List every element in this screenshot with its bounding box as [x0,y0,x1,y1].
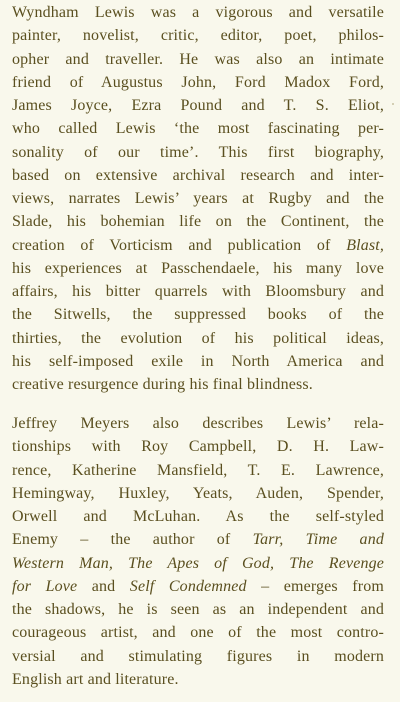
text-line [12,234,384,257]
text-segment: the shadows, he is seen as an independent and [12,601,384,618]
text-line [12,505,384,528]
text-segment: versial and stimulating figures in modern [12,647,384,665]
text-line [12,350,384,373]
text-line [12,210,384,233]
text-line [12,257,384,280]
text-segment: Jeffrey Meyers also describes Lewis’ rela- [12,415,384,432]
text-line [12,164,384,187]
text-segment: Enemy – the author of [12,531,253,549]
text-line [12,187,384,210]
text-line [12,24,384,47]
text-segment: creation of Vorticism and publication of [12,236,347,254]
text-line [12,1,384,24]
text-segment: tionships with Roy Campbell, D. H. Law- [12,438,384,456]
text-segment: affairs, his bitter quarrels with Bloomsbury and [12,283,384,300]
text-line [12,668,384,691]
paper-speck [392,103,394,105]
text-segment: views, narrates Lewis’ years at Rugby and the [12,190,384,207]
text-line [12,575,384,598]
text-segment: – emerges from [246,577,384,595]
text-line [12,435,384,458]
work-title: Time and [305,531,384,549]
text-segment: and [77,577,130,595]
text-segment: English art and literature. [12,670,179,688]
text-line [12,552,384,575]
text-segment: James Joyce, Ezra Pound and T. S. Eliot, [12,97,384,114]
text-segment: his self-imposed exile in North America and [12,352,384,370]
text-segment: painter, novelist, critic, editor, poet, philos- [12,27,384,45]
text-line [12,94,384,117]
work-title: Tarr, [252,531,284,549]
text-line [12,141,384,164]
work-title: The Revenge [289,554,384,572]
text-line [12,621,384,644]
text-line [12,459,384,482]
text-line [12,412,384,435]
text-line [12,598,384,621]
text-segment: Slade, his bohemian life on the Continent, the [12,213,384,231]
work-title: The Apes of God, [128,554,275,572]
paragraph-relationships [12,412,384,691]
text-line [12,528,384,551]
text-segment: courageous artist, and one of the most contro- [12,624,384,642]
text-line [12,482,384,505]
paragraph-biography-summary [12,1,384,396]
work-title: Western Man, [12,554,114,572]
text-line [12,373,384,396]
text-line [12,280,384,303]
text-segment: opher and traveller. He was also an intimate [12,50,384,68]
text-segment [274,555,289,572]
work-title: Blast, [346,236,384,254]
text-segment [283,531,305,548]
text-segment: thirties, the evolution of his political ideas, [12,329,384,347]
text-segment: creative resurgence during his final blindness. [12,376,313,393]
text-segment: sonality of our time’. This first biography, [12,143,384,161]
text-segment [113,555,128,572]
text-line [12,645,384,668]
text-segment: Hemingway, Huxley, Yeats, Auden, Spender, [12,484,384,502]
work-title: Self Condemned [129,577,247,595]
text-segment: friend of Augustus John, Ford Madox Ford, [12,73,384,91]
text-segment: who called Lewis ‘the most fascinating per- [12,120,384,138]
text-line [12,327,384,350]
text-segment: Orwell and McLuhan. As the self-styled [12,508,384,525]
text-line [12,71,384,94]
text-line [12,117,384,140]
text-segment: rence, Katherine Mansfield, T. E. Lawrence, [12,461,384,479]
text-segment: the Sitwells, the suppressed books of the [12,306,384,324]
text-segment: his experiences at Passchendaele, his many love [12,259,384,277]
text-line [12,303,384,326]
text-segment: based on extensive archival research and inter- [12,166,384,184]
text-segment: Wyndham Lewis was a vigorous and versatile [12,4,384,21]
work-title: for Love [12,577,78,595]
text-line [12,48,384,71]
